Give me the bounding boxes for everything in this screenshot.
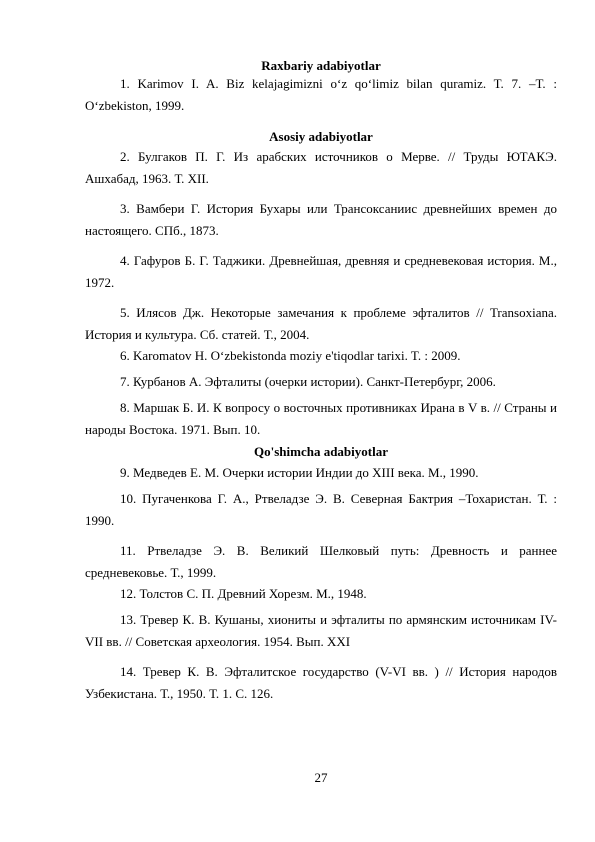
- reference-item-6: 6. Karomatov H. O‘zbekistonda moziy e'tiqodlar tarixi. T. : 2009.: [120, 348, 461, 363]
- reference-item-8: 8. Маршак Б. И. К вопросу о восточных противниках Ирана в V в. // Страны и народы Востока. 1971. Вып. 10.: [85, 400, 557, 437]
- reference-item-5: 5. Илясов Дж. Некоторые замечания к проблеме эфталитов // Transoxiana. История и культура. Сб. статей. Т., 2004.: [85, 305, 557, 342]
- page-number: 27: [314, 770, 328, 785]
- section-heading-extra: Qo'shimcha adabiyotlar: [254, 444, 388, 459]
- reference-item-1: 1. Karimov I. A. Biz kelajagimizni o‘z qo‘limiz bilan quramiz. T. 7. –T. : O‘zbekiston, 1999.: [85, 76, 557, 113]
- reference-item-9: 9. Медведев Е. М. Очерки истории Индии до XIII века. М., 1990.: [120, 465, 479, 480]
- reference-item-14: 14. Тревер К. В. Эфталитское государство (V-VI вв. ) // История народов Узбекистана. Т., 1950. Т. 1. С. 126.: [85, 664, 557, 701]
- reference-item-4: 4. Гафуров Б. Г. Таджики. Древнейшая, древняя и средневековая история. М., 1972.: [85, 253, 557, 290]
- reference-item-10: 10. Пугаченкова Г. А., Ртвеладзе Э. В. Северная Бактрия –Тохаристан. Т. : 1990.: [85, 491, 557, 528]
- section-heading-basic: Asosiy adabiyotlar: [269, 129, 373, 144]
- reference-item-2: 2. Булгаков П. Г. Из арабских источников о Мерве. // Труды ЮТАКЭ. Ашхабад, 1963. Т. XII.: [85, 149, 557, 186]
- section-heading-main: Raxbariy adabiyotlar: [261, 58, 381, 73]
- reference-item-7: 7. Курбанов А. Эфталиты (очерки истории). Санкт-Петербург, 2006.: [120, 374, 496, 389]
- reference-item-13: 13. Тревер К. В. Кушаны, хиониты и эфталиты по армянским источникам IV-VII вв. // Советская археология. 1954. Вып. XXI: [85, 612, 557, 649]
- reference-item-12: 12. Толстов С. П. Древний Хорезм. М., 1948.: [120, 586, 367, 601]
- reference-item-3: 3. Вамбери Г. История Бухары или Трансоксаниис древнейших времен до настоящего. СПб., 1873.: [85, 201, 557, 238]
- reference-item-11: 11. Ртвеладзе Э. В. Великий Шелковый путь: Древность и раннее средневековье. Т., 1999.: [85, 543, 557, 580]
